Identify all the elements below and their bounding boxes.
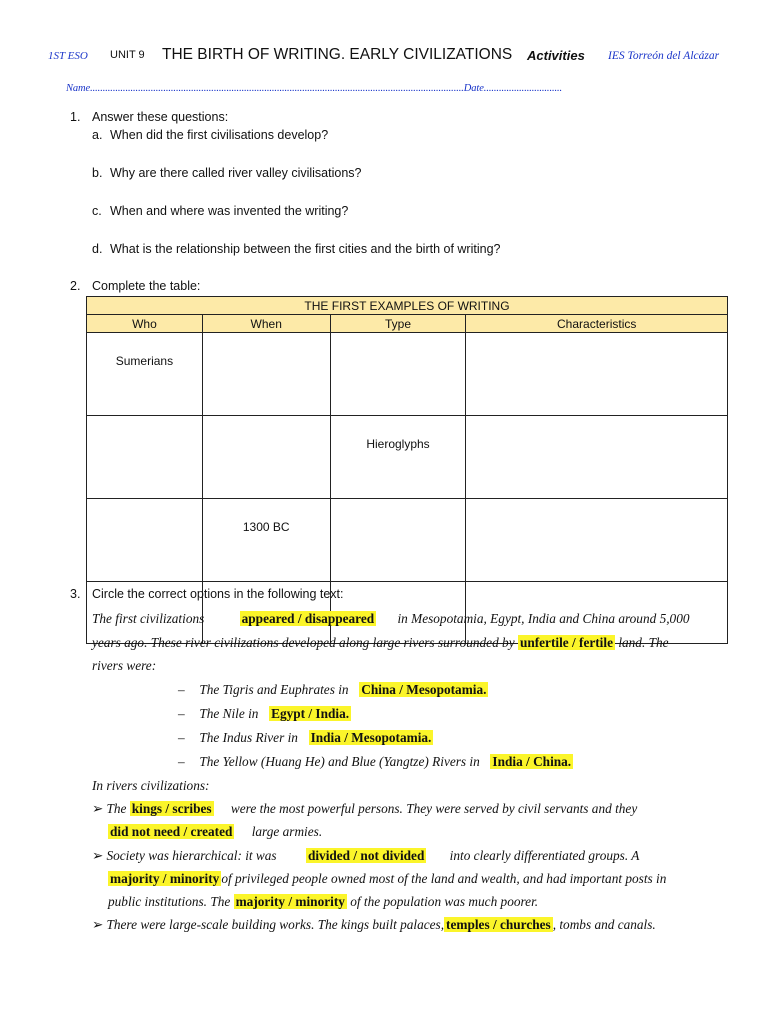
q1d-letter: d. (92, 242, 103, 256)
bullet3-line1: ➢ There were large-scale building works. The kings built palaces, temples / churches , tombs and canals. (92, 917, 656, 932)
q3-number: 3. (70, 587, 81, 601)
page-title: THE BIRTH OF WRITING. EARLY CIVILIZATIONS (162, 46, 513, 63)
river-item-nile: – The Nile in Egypt / India. (178, 706, 350, 721)
p1-line2-end: land. The (618, 635, 669, 650)
q3-text: Circle the correct options in the following text: (92, 587, 344, 601)
p1-text-b: in Mesopotamia, Egypt, India and China around 5,000 (397, 611, 690, 626)
river-item-yellow-blue: – The Yellow (Huang He) and Blue (Yangtze) Rivers in India / China. (178, 754, 572, 769)
cell-characteristics[interactable] (466, 499, 728, 582)
bullet1-line2: did not need / created large armies. (110, 824, 323, 839)
q1a-text: When did the first civilisations develop? (110, 128, 329, 142)
cell-when[interactable] (202, 416, 330, 499)
p1-line3: rivers were: (92, 658, 157, 673)
indus-option[interactable]: India / Mesopotamia. (310, 730, 432, 745)
cell-type[interactable] (330, 333, 466, 416)
river-item-tigris: – The Tigris and Euphrates in China / Mesopotamia. (178, 682, 487, 697)
q1b-letter: b. (92, 166, 103, 180)
appeared-disappeared-option[interactable]: appeared / disappeared (241, 611, 375, 626)
majority-minority-option-1[interactable]: majority / minority (110, 871, 220, 886)
cell-type[interactable] (330, 499, 466, 582)
cell-characteristics[interactable] (466, 333, 728, 416)
unit-label: UNIT 9 (110, 49, 145, 61)
bullet2-line3: public institutions. The majority / minority of the population was much poorer. (108, 894, 539, 909)
cell-when[interactable] (202, 333, 330, 416)
table-row (87, 416, 728, 499)
q1a-letter: a. (92, 128, 103, 142)
bullet1-line1: ➢ The kings / scribes were the most powerful persons. They were served by civil servants and they (92, 801, 638, 816)
kings-scribes-option[interactable]: kings / scribes (131, 801, 212, 816)
header-type: Type (330, 315, 466, 333)
q2-number: 2. (70, 279, 81, 293)
bullet2-line2: majority / minority of privileged people owned most of the land and wealth, and had important posts in (110, 871, 667, 886)
arrow-bullet-icon: ➢ (92, 801, 104, 816)
name-date-line: Name....................................................................................................................................................Date............................... (66, 83, 563, 94)
river-item-indus: – The Indus River in India / Mesopotamia. (178, 730, 432, 745)
cell-who[interactable] (87, 416, 203, 499)
p1-line2-text: years ago. These river civilizations developed along large rivers surrounded by (92, 635, 515, 650)
cell-when[interactable]: 1300 BC (202, 499, 330, 582)
cell-characteristics[interactable] (466, 416, 728, 499)
arrow-bullet-icon: ➢ (92, 848, 104, 863)
temples-churches-option[interactable]: temples / churches (446, 917, 551, 932)
header-characteristics: Characteristics (466, 315, 728, 333)
dash: – (178, 754, 185, 769)
dash: – (178, 706, 185, 721)
dash: – (178, 682, 185, 697)
in-rivers-heading: In rivers civilizations: (92, 778, 210, 793)
dash: – (178, 730, 185, 745)
table-title: THE FIRST EXAMPLES OF WRITING (87, 297, 728, 315)
header-when: When (202, 315, 330, 333)
tigris-option[interactable]: China / Mesopotamia. (361, 682, 487, 697)
cell-who[interactable] (87, 499, 203, 582)
q1d-text: What is the relationship between the first cities and the birth of writing? (110, 242, 501, 256)
course-label: 1ST ESO (48, 50, 88, 62)
q1-number: 1. (70, 110, 81, 124)
school-label: IES Torreón del Alcázar (608, 50, 720, 62)
p1-line1 (92, 607, 690, 630)
q2-text: Complete the table: (92, 279, 201, 293)
q1b-text: Why are there called river valley civilisations? (110, 166, 362, 180)
yellow-blue-option[interactable]: India / China. (492, 754, 572, 769)
table-row (87, 499, 728, 582)
armies-option[interactable]: did not need / created (110, 824, 233, 839)
p1-line2 (92, 631, 669, 654)
activities-label: Activities (527, 48, 585, 63)
q1c-text: When and where was invented the writing? (110, 204, 349, 218)
nile-option[interactable]: Egypt / India. (271, 706, 350, 721)
majority-minority-option-2[interactable]: majority / minority (235, 894, 345, 909)
table-row (87, 333, 728, 416)
cell-type[interactable]: Hieroglyphs (330, 416, 466, 499)
fertile-option[interactable]: unfertile / fertile (519, 635, 613, 650)
header-who: Who (87, 315, 203, 333)
q1c-letter: c. (92, 204, 102, 218)
q1-text: Answer these questions: (92, 110, 229, 124)
p1-text-a: The first civilizations (92, 611, 205, 626)
divided-option[interactable]: divided / not divided (307, 848, 425, 863)
bullet2-line1: ➢ Society was hierarchical: it was divided / not divided into clearly differentiated groups. A (92, 848, 640, 863)
arrow-bullet-icon: ➢ (92, 917, 104, 932)
cell-who[interactable]: Sumerians (87, 333, 203, 416)
